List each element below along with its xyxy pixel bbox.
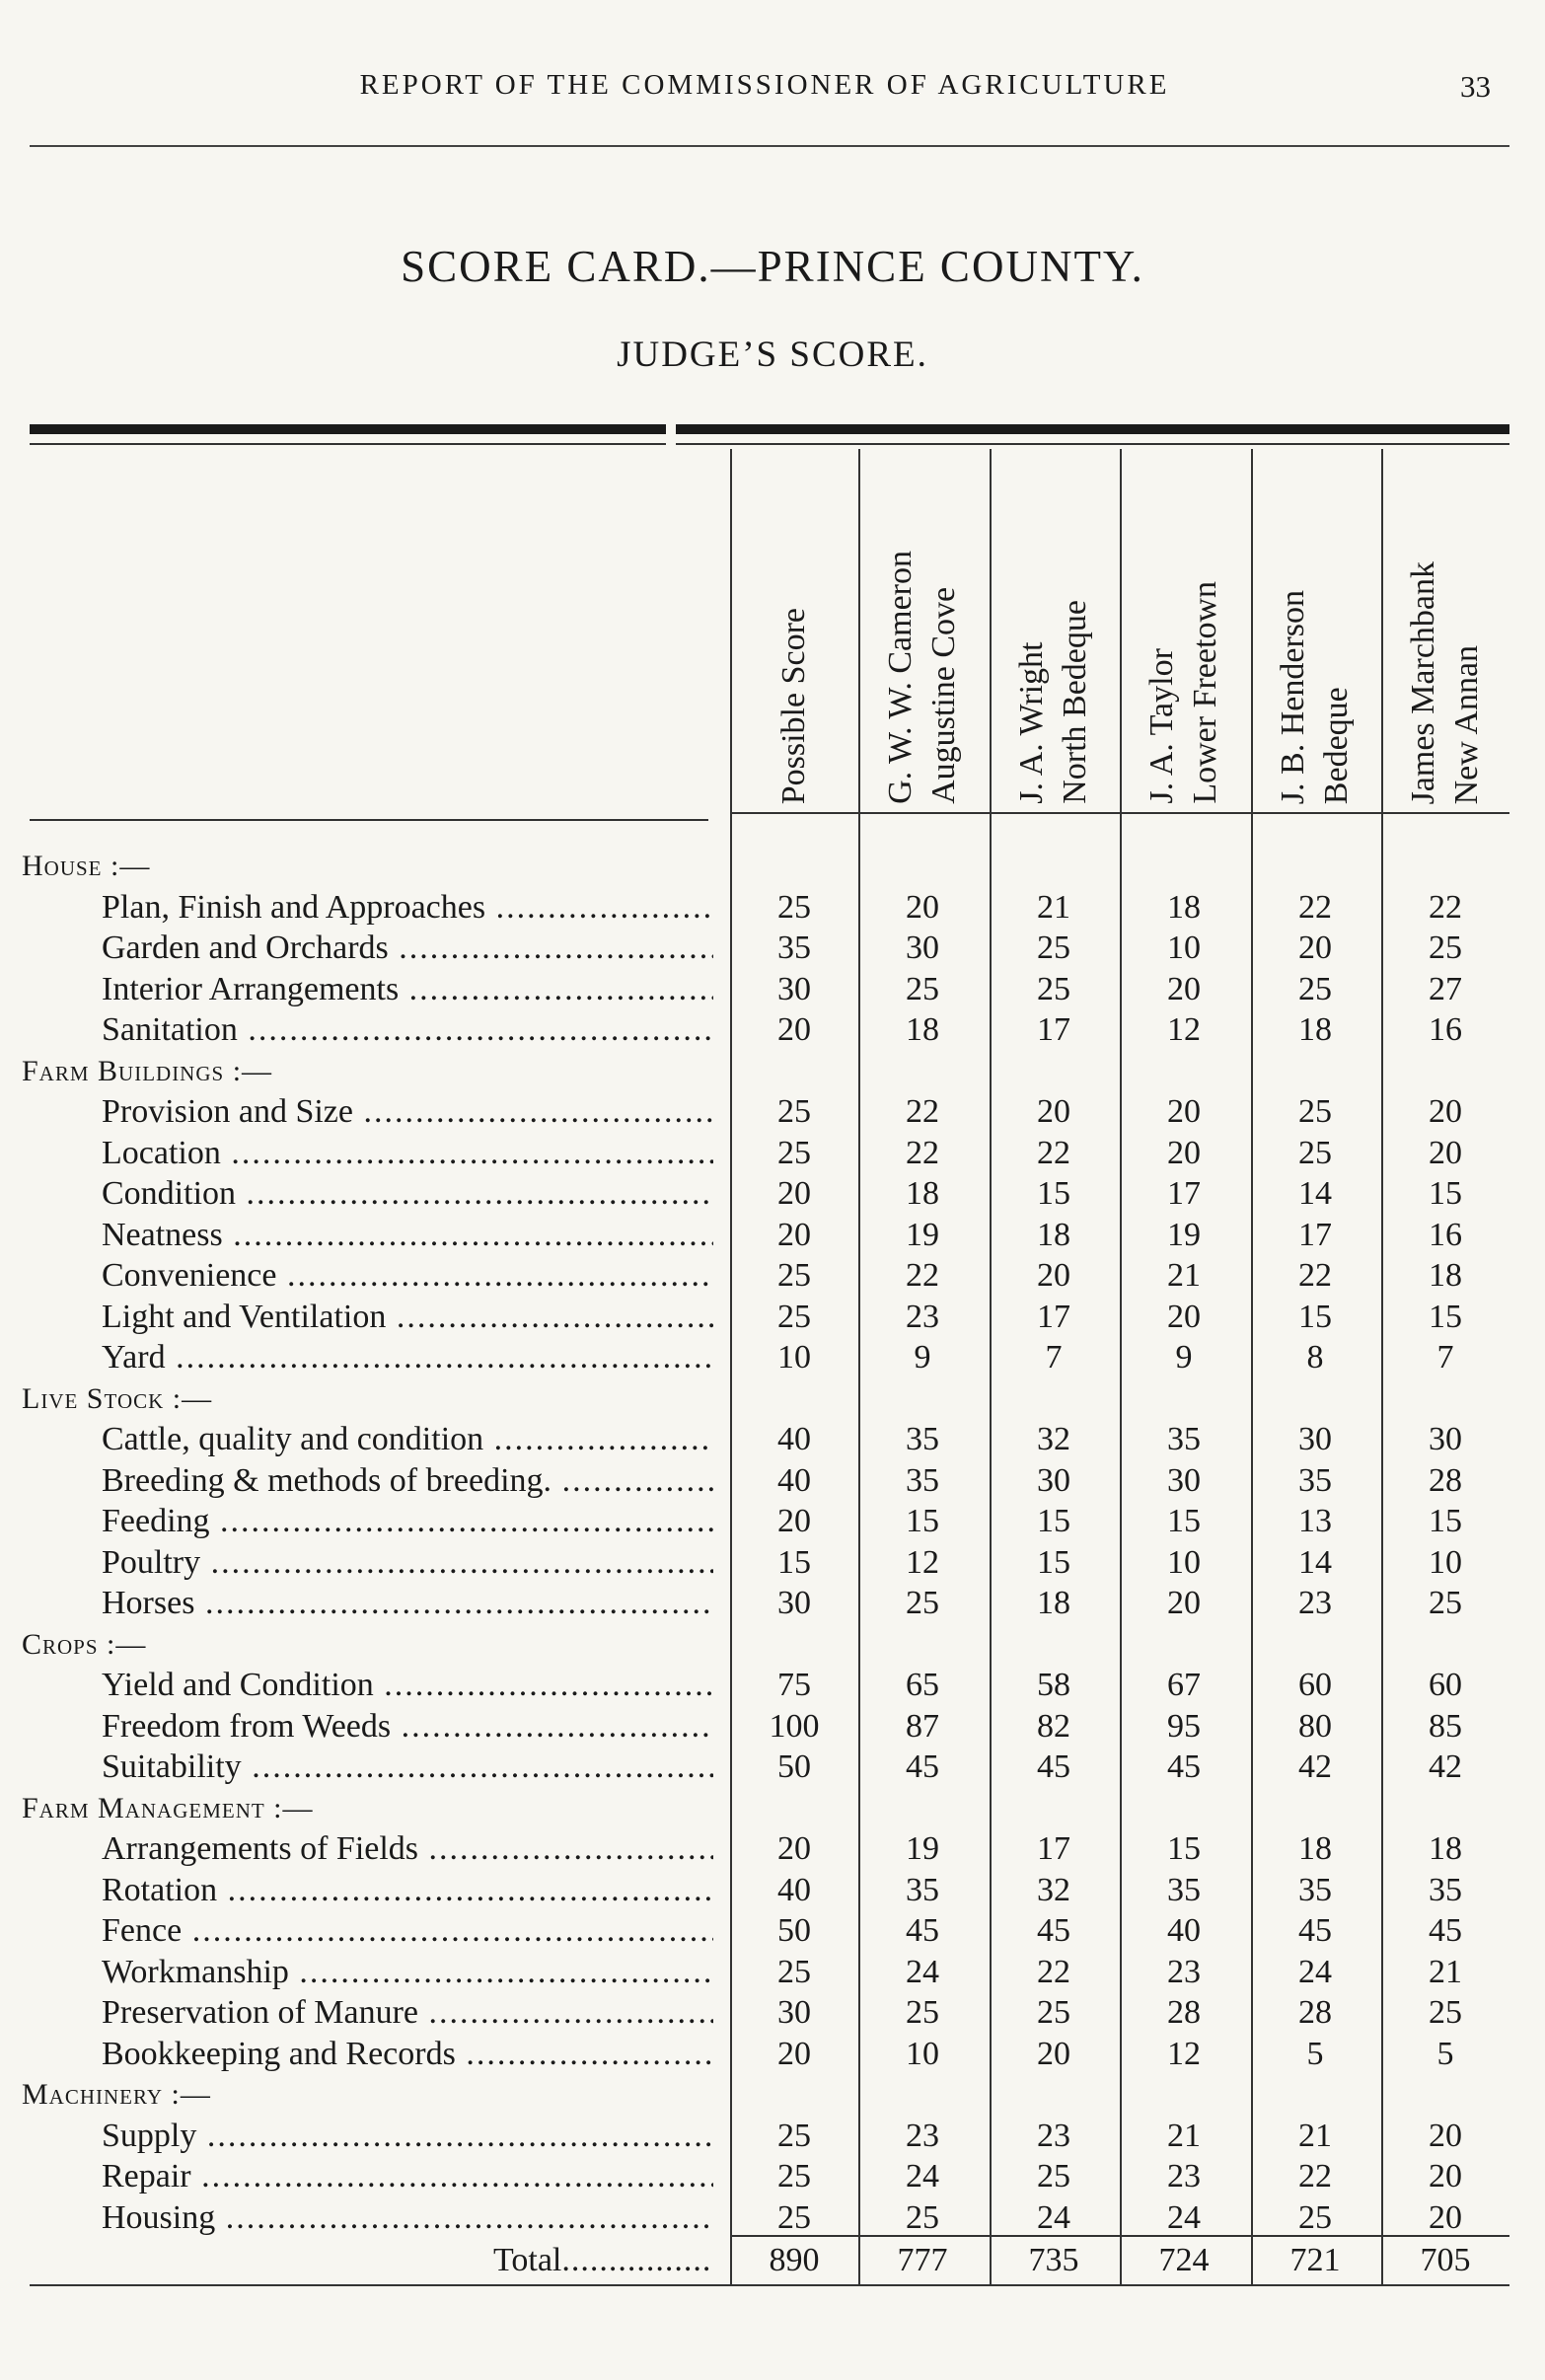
score-cell: 10 [1167, 930, 1201, 966]
score-cell: 42 [1429, 1748, 1462, 1785]
column-heading-text [1272, 590, 1359, 804]
score-cell: 25 [777, 1953, 811, 1990]
score-cell: 25 [777, 1093, 811, 1130]
score-cell: 10 [1429, 1543, 1462, 1581]
score-cell: 22 [1298, 1257, 1332, 1294]
score-cell: 10 [1167, 1543, 1201, 1581]
score-cell: 45 [906, 1748, 939, 1785]
page-title: SCORE CARD.—PRINCE COUNTY. [401, 242, 1144, 291]
score-cell: 20 [1037, 2035, 1070, 2072]
column-heading-0 [730, 464, 858, 804]
score-cell: 24 [1037, 2198, 1070, 2236]
column-heading-line: New Annan [1448, 644, 1485, 804]
score-cell: 19 [1167, 1216, 1201, 1253]
column-rule [1251, 449, 1253, 2284]
column-heading-line: Possible Score [775, 607, 812, 804]
row-label: Light and Ventilation ..... [102, 1298, 713, 1337]
score-cell: 15 [1167, 1503, 1201, 1539]
score-cell: 21 [1429, 1953, 1462, 1990]
score-cell: 9 [914, 1339, 931, 1376]
score-cell: 45 [1167, 1748, 1201, 1785]
score-cell: 20 [1167, 1134, 1201, 1171]
score-cell: 45 [1298, 1912, 1332, 1949]
score-cell: 85 [1429, 1707, 1462, 1745]
row-label: Preservation of Manure ..... [102, 1993, 713, 2033]
column-rule [858, 449, 860, 2284]
score-cell: 35 [906, 1871, 939, 1908]
heading-underline [30, 819, 708, 821]
score-cell: 25 [906, 2198, 939, 2236]
score-cell: 23 [1167, 1953, 1201, 1990]
score-cell: 20 [777, 1830, 811, 1867]
score-cell: 40 [1167, 1912, 1201, 1949]
row-label: Cattle, quality and condition ..... [102, 1420, 713, 1459]
score-cell: 5 [1306, 2035, 1324, 2072]
score-cell: 9 [1175, 1339, 1193, 1376]
score-cell: 45 [906, 1912, 939, 1949]
score-cell: 25 [777, 1134, 811, 1171]
score-cell: 15 [906, 1503, 939, 1539]
score-cell: 22 [1037, 1134, 1070, 1171]
column-heading-line: J. B. Henderson [1275, 589, 1311, 804]
score-cell: 17 [1037, 1298, 1070, 1335]
score-cell: 25 [1429, 930, 1462, 966]
score-cell: 22 [1429, 888, 1462, 926]
score-cell: 82 [1037, 1707, 1070, 1745]
score-cell: 25 [777, 2117, 811, 2154]
score-cell: 28 [1429, 1461, 1462, 1499]
score-cell: 20 [906, 888, 939, 926]
column-heading-3 [1120, 464, 1248, 804]
total-label: Total ..... [493, 2241, 710, 2280]
score-cell: 25 [906, 970, 939, 1007]
total-cell: 721 [1289, 2242, 1341, 2278]
score-cell: 18 [1298, 1830, 1332, 1867]
score-cell: 17 [1037, 1011, 1070, 1048]
section-label: Machinery :— [22, 2078, 211, 2111]
score-cell: 20 [1298, 930, 1332, 966]
section-label: Farm Management :— [22, 1791, 314, 1824]
section-label: House :— [22, 850, 151, 882]
total-cell: 890 [769, 2242, 820, 2278]
score-cell: 45 [1037, 1912, 1070, 1949]
score-cell: 25 [777, 1257, 811, 1294]
score-cell: 32 [1037, 1421, 1070, 1457]
score-cell: 20 [1037, 1093, 1070, 1130]
score-cell: 30 [1298, 1421, 1332, 1457]
score-cell: 22 [906, 1093, 939, 1130]
row-label: Repair ..... [102, 2157, 713, 2196]
score-cell: 42 [1298, 1748, 1332, 1785]
score-cell: 35 [1167, 1871, 1201, 1908]
score-cell: 35 [1167, 1421, 1201, 1457]
score-cell: 40 [777, 1421, 811, 1457]
score-cell: 50 [777, 1748, 811, 1785]
score-cell: 24 [906, 2158, 939, 2194]
score-cell: 12 [906, 1543, 939, 1581]
score-cell: 30 [1037, 1461, 1070, 1499]
score-cell: 25 [1298, 1093, 1332, 1130]
column-heading-text [879, 551, 966, 804]
score-cell: 20 [1167, 1093, 1201, 1130]
section-label: Crops :— [22, 1627, 147, 1661]
score-cell: 100 [769, 1707, 820, 1745]
column-heading-line: James Marchbank [1405, 560, 1441, 804]
score-cell: 20 [777, 1175, 811, 1212]
column-heading-5 [1381, 464, 1509, 804]
column-heading-line: Augustine Cove [925, 586, 962, 804]
score-cell: 15 [1298, 1298, 1332, 1335]
score-cell: 18 [1298, 1011, 1332, 1048]
row-label: Supply ..... [102, 2117, 713, 2156]
score-cell: 24 [1167, 2198, 1201, 2236]
score-cell: 25 [1298, 970, 1332, 1007]
score-cell: 23 [1298, 1585, 1332, 1621]
score-cell: 30 [906, 930, 939, 966]
score-cell: 20 [777, 2035, 811, 2072]
score-cell: 15 [1037, 1543, 1070, 1581]
column-heading-text [1402, 561, 1489, 804]
score-cell: 25 [1037, 930, 1070, 966]
score-cell: 18 [1037, 1585, 1070, 1621]
score-cell: 35 [1298, 1461, 1332, 1499]
total-cell: 705 [1420, 2242, 1471, 2278]
column-rule [1120, 449, 1122, 2284]
column-heading-4 [1251, 464, 1379, 804]
row-label: Workmanship ..... [102, 1953, 713, 1992]
column-heading-line: J. A. Wright [1013, 641, 1050, 804]
score-cell: 65 [906, 1667, 939, 1703]
score-cell: 15 [1037, 1503, 1070, 1539]
row-label: Housing ..... [102, 2198, 713, 2238]
score-cell: 35 [906, 1421, 939, 1457]
column-heading-2 [990, 464, 1118, 804]
score-cell: 35 [906, 1461, 939, 1499]
score-cell: 87 [906, 1707, 939, 1745]
score-cell: 18 [1167, 888, 1201, 926]
score-cell: 22 [1298, 888, 1332, 926]
score-cell: 14 [1298, 1175, 1332, 1212]
score-cell: 22 [1037, 1953, 1070, 1990]
row-label: Sanitation ..... [102, 1010, 713, 1050]
score-cell: 18 [906, 1175, 939, 1212]
score-cell: 25 [777, 1298, 811, 1335]
score-cell: 18 [1429, 1257, 1462, 1294]
score-cell: 20 [1429, 1134, 1462, 1171]
score-cell: 20 [1167, 970, 1201, 1007]
score-cell: 30 [777, 970, 811, 1007]
score-cell: 23 [1167, 2158, 1201, 2194]
row-label: Provision and Size ..... [102, 1092, 713, 1132]
score-cell: 13 [1298, 1503, 1332, 1539]
column-heading-line: J. A. Taylor [1143, 648, 1180, 804]
score-cell: 25 [906, 1585, 939, 1621]
score-cell: 22 [906, 1134, 939, 1171]
score-cell: 21 [1298, 2117, 1332, 2154]
score-cell: 28 [1298, 1994, 1332, 2031]
column-heading-line: Bedeque [1318, 687, 1355, 804]
score-cell: 7 [1045, 1339, 1063, 1376]
score-cell: 23 [1037, 2117, 1070, 2154]
score-cell: 20 [777, 1011, 811, 1048]
score-cell: 8 [1306, 1339, 1324, 1376]
row-label: Convenience ..... [102, 1256, 713, 1296]
score-cell: 20 [1429, 1093, 1462, 1130]
score-cell: 60 [1429, 1667, 1462, 1703]
score-cell: 20 [1429, 2117, 1462, 2154]
score-cell: 14 [1298, 1543, 1332, 1581]
score-cell: 24 [906, 1953, 939, 1990]
score-cell: 25 [1037, 1994, 1070, 2031]
score-cell: 35 [777, 930, 811, 966]
row-label: Arrangements of Fields ..... [102, 1829, 713, 1869]
score-cell: 25 [906, 1994, 939, 2031]
score-cell: 15 [1037, 1175, 1070, 1212]
score-cell: 20 [1167, 1585, 1201, 1621]
table-bottom-rule [30, 2284, 1509, 2286]
score-cell: 25 [777, 2158, 811, 2194]
score-cell: 23 [906, 1298, 939, 1335]
score-cell: 15 [1429, 1503, 1462, 1539]
column-rule [730, 449, 732, 2284]
score-cell: 20 [777, 1216, 811, 1253]
row-label: Suitability ..... [102, 1748, 713, 1787]
score-cell: 17 [1167, 1175, 1201, 1212]
score-cell: 19 [906, 1830, 939, 1867]
score-cell: 21 [1167, 1257, 1201, 1294]
table-top-thin-left [30, 443, 666, 445]
score-cell: 21 [1167, 2117, 1201, 2154]
score-cell: 12 [1167, 1011, 1201, 1048]
section-label: Farm Buildings :— [22, 1054, 273, 1087]
score-cell: 95 [1167, 1707, 1201, 1745]
score-cell: 35 [1298, 1871, 1332, 1908]
row-label: Fence ..... [102, 1911, 713, 1951]
score-cell: 25 [1429, 1994, 1462, 2031]
column-rule [990, 449, 992, 2284]
row-label: Bookkeeping and Records ..... [102, 2035, 713, 2074]
column-heading-text [772, 608, 816, 804]
row-label: Freedom from Weeds ..... [102, 1707, 713, 1747]
score-cell: 30 [1167, 1461, 1201, 1499]
score-cell: 5 [1436, 2035, 1454, 2072]
score-cell: 25 [777, 888, 811, 926]
page-number: 33 [1460, 69, 1491, 104]
score-cell: 20 [777, 1503, 811, 1539]
header-rule [30, 145, 1509, 147]
row-label: Rotation ..... [102, 1871, 713, 1910]
score-cell: 20 [1429, 2158, 1462, 2194]
row-label: Horses ..... [102, 1584, 713, 1623]
score-cell: 16 [1429, 1011, 1462, 1048]
score-cell: 30 [777, 1994, 811, 2031]
row-label: Interior Arrangements ..... [102, 970, 713, 1009]
score-cell: 7 [1436, 1339, 1454, 1376]
row-label: Yield and Condition ..... [102, 1666, 713, 1705]
score-cell: 80 [1298, 1707, 1332, 1745]
row-label: Neatness ..... [102, 1216, 713, 1255]
score-cell: 58 [1037, 1667, 1070, 1703]
score-cell: 24 [1298, 1953, 1332, 1990]
score-cell: 18 [1037, 1216, 1070, 1253]
score-cell: 30 [1429, 1421, 1462, 1457]
score-cell: 10 [906, 2035, 939, 2072]
score-cell: 23 [906, 2117, 939, 2154]
total-cell: 724 [1158, 2242, 1210, 2278]
row-label: Feeding ..... [102, 1502, 713, 1541]
table-top-rule-right [676, 424, 1509, 434]
score-cell: 45 [1429, 1912, 1462, 1949]
row-label: Location ..... [102, 1134, 713, 1173]
row-label: Garden and Orchards ..... [102, 929, 713, 968]
column-heading-line: North Bedeque [1057, 600, 1093, 804]
score-cell: 25 [1429, 1585, 1462, 1621]
table-top-thin-right [676, 443, 1509, 445]
score-cell: 50 [777, 1912, 811, 1949]
score-cell: 27 [1429, 970, 1462, 1007]
score-cell: 25 [1298, 1134, 1332, 1171]
score-cell: 20 [1429, 2198, 1462, 2236]
column-heading-text [1140, 581, 1227, 804]
score-cell: 32 [1037, 1871, 1070, 1908]
section-label: Live Stock :— [22, 1381, 213, 1415]
score-cell: 15 [1429, 1298, 1462, 1335]
score-cell: 12 [1167, 2035, 1201, 2072]
score-cell: 22 [1298, 2158, 1332, 2194]
score-cell: 15 [777, 1543, 811, 1581]
total-cell: 777 [897, 2242, 948, 2278]
score-cell: 67 [1167, 1667, 1201, 1703]
score-cell: 18 [906, 1011, 939, 1048]
score-cell: 40 [777, 1871, 811, 1908]
score-cell: 21 [1037, 888, 1070, 926]
score-cell: 40 [777, 1461, 811, 1499]
score-cell: 25 [1037, 970, 1070, 1007]
score-cell: 17 [1037, 1830, 1070, 1867]
score-cell: 60 [1298, 1667, 1332, 1703]
score-cell: 18 [1429, 1830, 1462, 1867]
score-cell: 35 [1429, 1871, 1462, 1908]
column-heading-1 [858, 464, 987, 804]
score-cell: 20 [1037, 1257, 1070, 1294]
column-rule [1381, 449, 1383, 2284]
score-cell: 25 [777, 2198, 811, 2236]
column-heading-line: Lower Freetown [1187, 581, 1223, 804]
score-cell: 75 [777, 1667, 811, 1703]
row-label: Condition ..... [102, 1174, 713, 1214]
score-cell: 19 [906, 1216, 939, 1253]
score-cell: 25 [1037, 2158, 1070, 2194]
score-cell: 22 [906, 1257, 939, 1294]
score-cell: 45 [1037, 1748, 1070, 1785]
running-head: REPORT OF THE COMMISSIONER OF AGRICULTURE [359, 69, 1170, 101]
score-cell: 15 [1167, 1830, 1201, 1867]
row-label: Plan, Finish and Approaches ..... [102, 888, 713, 928]
column-heading-line: G. W. W. Cameron [882, 551, 919, 804]
score-cell: 15 [1429, 1175, 1462, 1212]
score-cell: 30 [777, 1585, 811, 1621]
row-label: Poultry ..... [102, 1543, 713, 1583]
total-cell: 735 [1028, 2242, 1079, 2278]
score-cell: 10 [777, 1339, 811, 1376]
row-label: Breeding & methods of breeding. ..... [102, 1461, 713, 1501]
page-subtitle: JUDGE’S SCORE. [617, 335, 928, 375]
column-heading-text [1010, 600, 1097, 804]
score-cell: 25 [1298, 2198, 1332, 2236]
row-label: Yard ..... [102, 1338, 713, 1377]
table-top-rule-left [30, 424, 666, 434]
score-cell: 20 [1167, 1298, 1201, 1335]
score-cell: 28 [1167, 1994, 1201, 2031]
score-cell: 17 [1298, 1216, 1332, 1253]
score-cell: 16 [1429, 1216, 1462, 1253]
